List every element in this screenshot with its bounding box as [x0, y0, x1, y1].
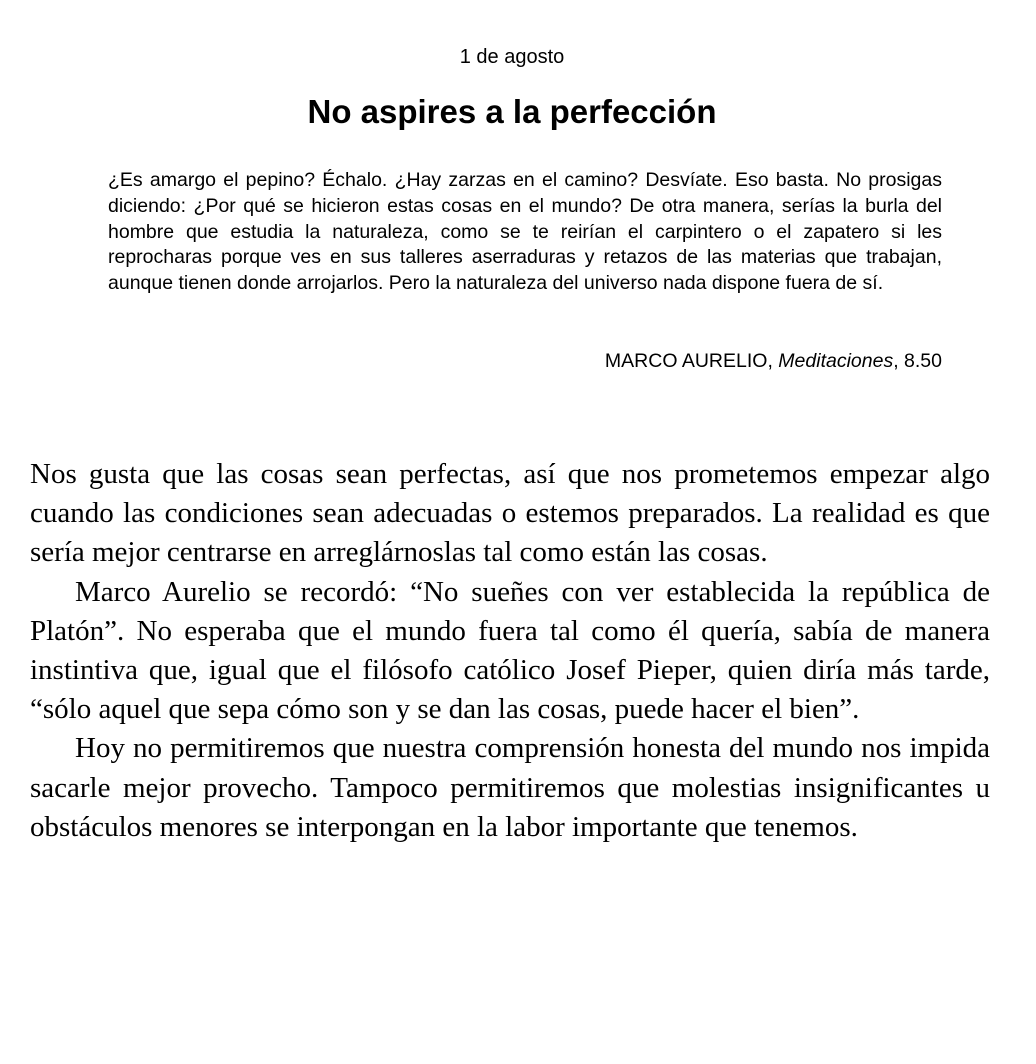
body-paragraph: Marco Aurelio se recordó: “No sueñes con ver establecida la república de Platón”. No esperaba que el mundo fuera tal como él quería, sabía de manera instintiva que, igual que el filósofo católico Josef Pieper, quien diría más tarde, “sólo aquel que sepa cómo son y se dan las cosas, puede hacer el bien”.: [30, 575, 990, 726]
epigraph-work: Meditaciones: [778, 350, 894, 372]
entry-title: No aspires a la perfección: [307, 93, 717, 130]
epigraph-attribution: [108, 348, 942, 374]
epigraph-author: MARCO AURELIO,: [604, 350, 779, 372]
epigraph-text: ¿Es amargo el pepino? Échalo. ¿Hay zarzas en el camino? Desvíate. Eso basta. No prosigas diciendo: ¿Por qué se hicieron estas cosas en el mundo? De otra manera, serías la burla del hombre que estudia la naturaleza, como se te reirían el carpintero o el zapatero si les reprocharas porque ves en sus talleres aserraduras y retazos de las materias que trabajan, aunque tienen donde arrojarlos. Pero la naturaleza del universo nada dispone fuera de sí.: [108, 169, 942, 295]
body-paragraph: Hoy no permitiremos que nuestra comprensión honesta del mundo nos impida sacarle mejor provecho. Tampoco permitiremos que molestias insignificantes u obstáculos menores se interpongan en la labor importante que tenemos.: [30, 732, 990, 843]
body-text: [30, 455, 990, 847]
body-paragraph: Nos gusta que las cosas sean perfectas, así que nos prometemos empezar algo cuando las condiciones sean adecuadas o estemos preparados. La realidad es que sería mejor centrarse en arreglárnoslas tal como están las cosas.: [30, 458, 990, 569]
epigraph-quote: [108, 168, 942, 297]
entry-date: 1 de agosto: [459, 46, 565, 68]
epigraph-reference: , 8.50: [893, 350, 942, 372]
